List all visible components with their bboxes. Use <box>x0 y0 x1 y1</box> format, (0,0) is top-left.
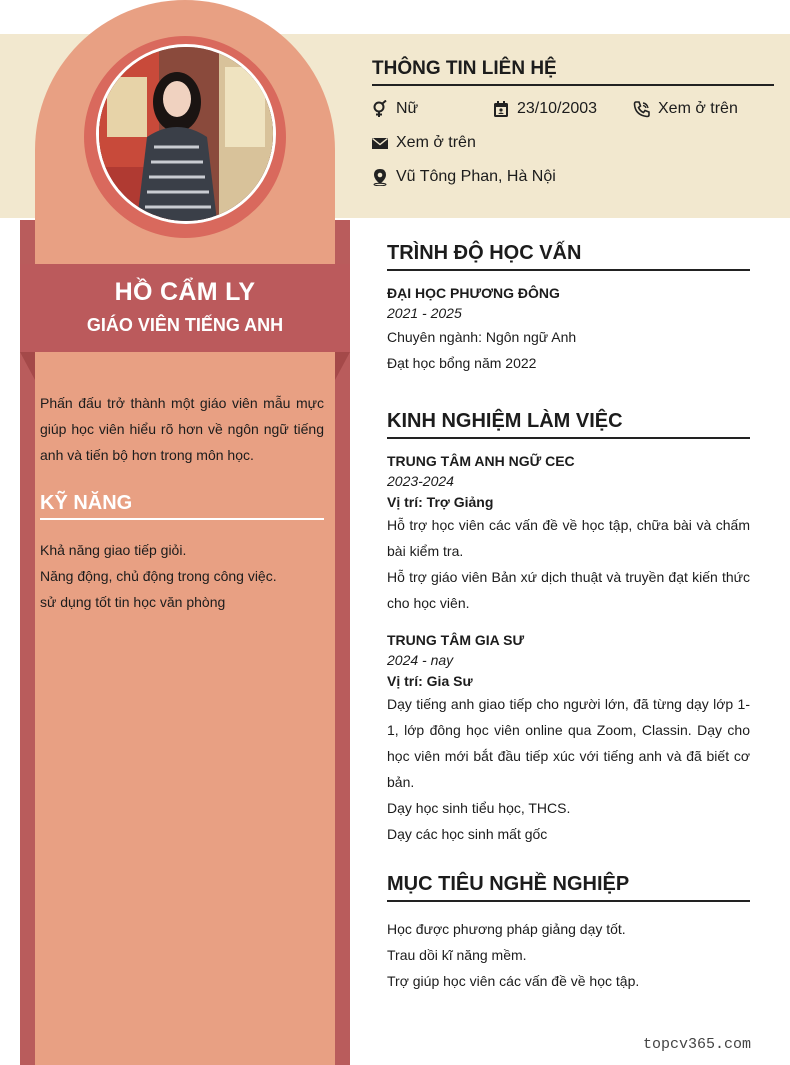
experience-section <box>387 410 750 847</box>
location-icon <box>371 168 389 186</box>
gender-value: Nữ <box>396 100 419 117</box>
job-duty: Dạy các học sinh mất gốc <box>387 826 548 842</box>
address-value: Vũ Tông Phan, Hà Nội <box>396 168 556 185</box>
job-period: 2024 - nay <box>387 652 454 668</box>
education-period: 2021 - 2025 <box>387 305 462 321</box>
job-duty: Hỗ trợ học viên các vấn đề về học tập, chữa bài và chấm bài kiểm tra. <box>387 517 750 559</box>
footer-watermark: topcv365.com <box>643 1036 752 1053</box>
job-duty: Dạy tiếng anh giao tiếp cho người lớn, đã từng dạy lớp 1-1, lớp đông học viên online qua Zoom, Classin. Dạy cho học viên mới bắt đầu tiếp xúc với tiếng anh và đã biết cơ bản. <box>387 696 750 790</box>
career-objective: Phấn đấu trở thành một giáo viên mẫu mực giúp học viên hiểu rõ hơn về ngôn ngữ tiếng anh và tiến bộ hơn trong môn học. <box>40 395 324 463</box>
contact-address <box>371 168 556 186</box>
job-position: Vị trí: Gia Sư <box>387 673 473 689</box>
phone-icon <box>633 100 651 118</box>
job-period: 2023-2024 <box>387 473 454 489</box>
goals-section <box>387 873 750 994</box>
contact-phone <box>633 100 738 118</box>
job-org: TRUNG TÂM GIA SƯ <box>387 632 525 648</box>
job-duty: Hỗ trợ giáo viên Bản xứ dịch thuật và truyền đạt kiến thức cho học viên. <box>387 569 750 611</box>
ribbon-fold-right <box>335 352 350 380</box>
name-banner <box>20 264 350 352</box>
job-org: TRUNG TÂM ANH NGỮ CEC <box>387 453 575 469</box>
skill-item: Năng động, chủ động trong công việc. <box>40 568 277 584</box>
education-section <box>387 242 750 376</box>
calendar-icon <box>492 100 510 118</box>
skill-item: sử dụng tốt tin học văn phòng <box>40 594 226 610</box>
contact-birthday <box>492 100 597 118</box>
education-major: Chuyên ngành: Ngôn ngữ Anh <box>387 329 577 345</box>
phone-value: Xem ở trên <box>658 100 738 117</box>
skill-item: Khả năng giao tiếp giỏi. <box>40 542 187 558</box>
email-icon <box>371 134 389 152</box>
ribbon-fold-left <box>20 352 35 380</box>
goal-item: Trợ giúp học viên các vấn đề về học tập. <box>387 973 640 989</box>
goal-item: Học được phương pháp giảng dạy tốt. <box>387 921 626 937</box>
contact-title: THÔNG TIN LIÊN HỆ <box>372 58 774 86</box>
avatar <box>96 44 276 224</box>
skills-list <box>40 537 324 615</box>
birthday-value: 23/10/2003 <box>517 100 598 117</box>
skills-title: KỸ NĂNG <box>40 492 324 520</box>
job-position: Vị trí: Trợ Giảng <box>387 494 494 510</box>
candidate-title: GIÁO VIÊN TIẾNG ANH <box>86 315 284 335</box>
candidate-name: HỒ CẨM LY <box>114 278 256 306</box>
email-value: Xem ở trên <box>396 134 476 151</box>
goal-item: Trau dồi kĩ năng mềm. <box>387 947 527 963</box>
goals-title: MỤC TIÊU NGHỀ NGHIỆP <box>387 873 750 902</box>
education-award: Đạt học bổng năm 2022 <box>387 355 537 371</box>
job-duty: Dạy học sinh tiểu học, THCS. <box>387 800 571 816</box>
experience-title: KINH NGHIỆM LÀM VIỆC <box>387 410 750 439</box>
education-title: TRÌNH ĐỘ HỌC VẤN <box>387 242 750 271</box>
avatar-photo <box>99 47 273 221</box>
school-name: ĐẠI HỌC PHƯƠNG ĐÔNG <box>387 285 560 301</box>
gender-icon <box>371 100 389 118</box>
contact-gender <box>371 100 418 118</box>
contact-email <box>371 134 476 152</box>
